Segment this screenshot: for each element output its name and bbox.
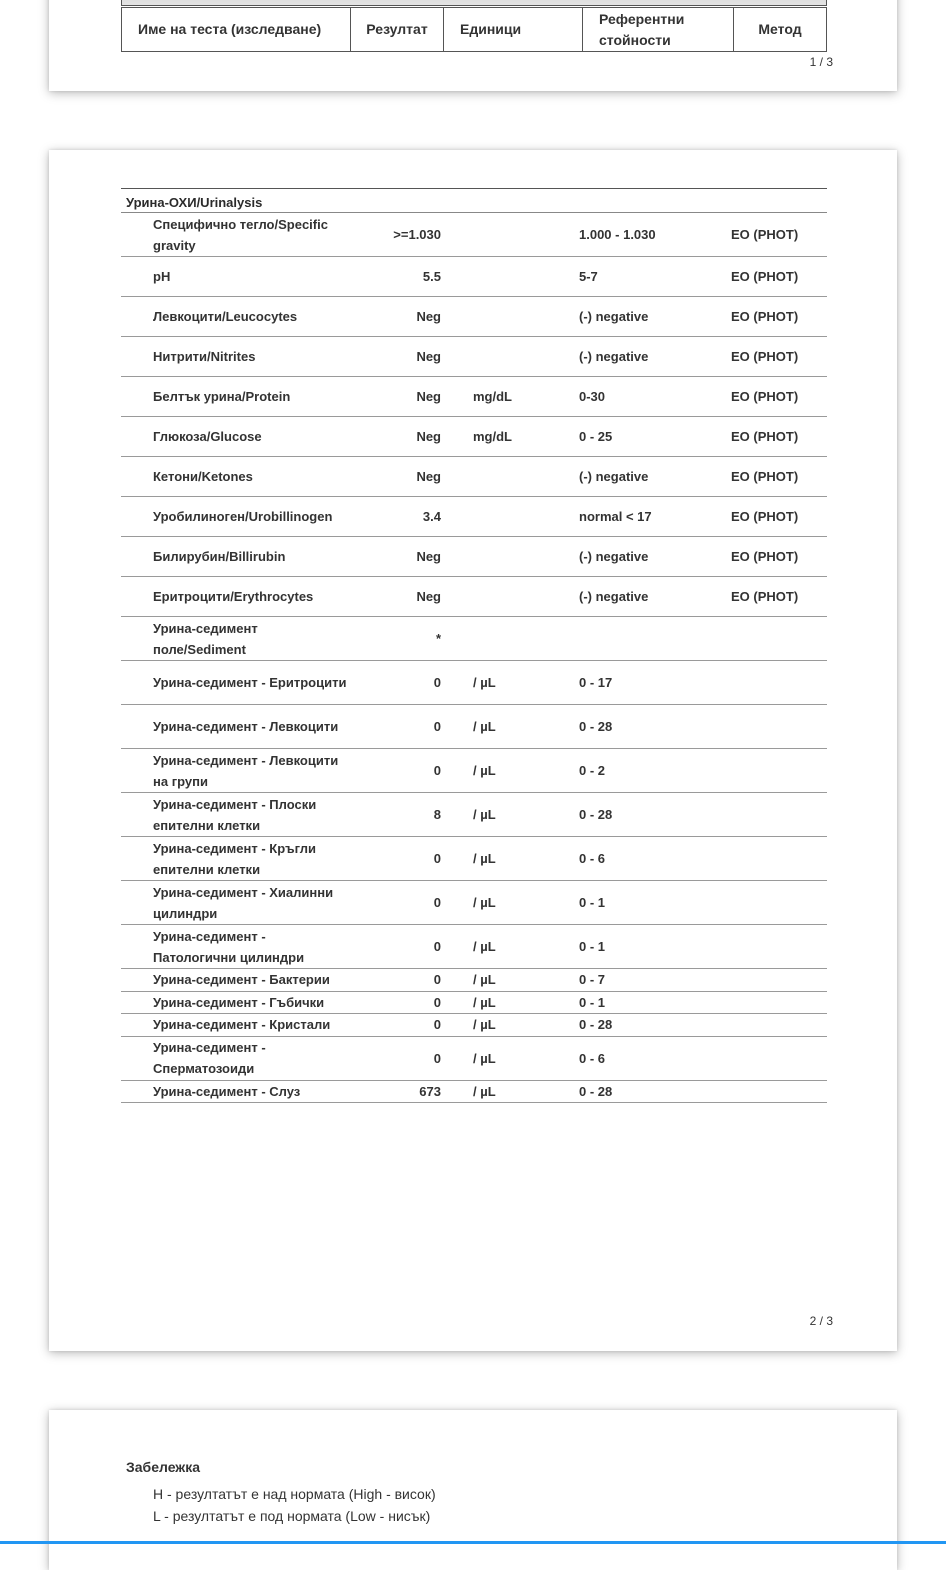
test-name-cell: Урина-седимент - Гъбички: [153, 994, 325, 1010]
table-row: [121, 537, 827, 577]
unit-cell: mg/dL: [473, 389, 512, 404]
test-name-cell: Кетони/Ketones: [153, 469, 253, 484]
result-cell: 8: [433, 807, 441, 822]
method-cell: EO (PHOT): [731, 349, 799, 364]
method-cell: EO (PHOT): [731, 309, 799, 324]
result-cell: 0: [433, 939, 441, 954]
test-name-cell: Урина-седимент - Хиалинни цилиндри: [153, 884, 334, 921]
test-name-cell: Уробилиноген/Urobillinogen: [153, 509, 333, 524]
test-name-cell: Урина-седимент - Слуз: [153, 1083, 301, 1099]
table-header-band: [121, 0, 827, 6]
reference-cell: (-) negative: [579, 469, 649, 484]
result-cell: 3.4: [422, 509, 441, 524]
table-row: [121, 749, 827, 793]
table-row: [121, 992, 827, 1015]
result-cell: Neg: [416, 389, 441, 404]
table-row: [121, 577, 827, 617]
reference-cell: 0 - 28: [579, 719, 613, 734]
unit-cell: / µL: [473, 1083, 496, 1099]
table-row: [121, 837, 827, 881]
result-cell: 5.5: [422, 269, 441, 284]
method-cell: EO (PHOT): [731, 549, 799, 564]
test-name-cell: Урина-седимент - Левкоцити на групи: [153, 752, 339, 789]
result-cell: Neg: [416, 309, 441, 324]
test-name-cell: Глюкоза/Glucose: [153, 429, 262, 444]
test-name-cell: Урина-седимент - Сперматозоиди: [153, 1040, 266, 1076]
test-name-cell: Нитрити/Nitrites: [153, 349, 256, 364]
page-number: 2 / 3: [809, 1314, 833, 1328]
result-cell: 0: [433, 719, 441, 734]
reference-cell: 0 - 17: [579, 675, 613, 690]
reference-cell: 0 - 6: [579, 851, 606, 866]
test-name-cell: Урина-седимент - Бактерии: [153, 972, 330, 988]
test-name-cell: pH: [153, 269, 171, 284]
reference-cell: (-) negative: [579, 589, 649, 604]
unit-cell: / µL: [473, 1050, 496, 1066]
table-row: [121, 1081, 827, 1104]
unit-cell: mg/dL: [473, 429, 512, 444]
test-name-cell: Белтък урина/Protein: [153, 389, 291, 404]
column-header-test-name: Име на теста (изследване): [122, 8, 351, 52]
unit-cell: / µL: [473, 719, 496, 734]
table-row: [121, 969, 827, 992]
table-row: [121, 377, 827, 417]
table-row: [121, 257, 827, 297]
reference-cell: 5-7: [579, 269, 598, 284]
result-cell: 673: [419, 1083, 441, 1099]
method-cell: EO (PHOT): [731, 389, 799, 404]
test-name-cell: Урина-седимент - Кристали: [153, 1017, 331, 1033]
unit-cell: / µL: [473, 895, 496, 910]
note-title: Забележка: [126, 1459, 201, 1475]
table-row: [121, 705, 827, 749]
reference-cell: 0 - 1: [579, 939, 606, 954]
test-name-cell: Левкоцити/Leucocytes: [153, 309, 298, 324]
reference-cell: 0 - 28: [579, 807, 613, 822]
table-row: [121, 213, 827, 257]
method-cell: EO (PHOT): [731, 509, 799, 524]
result-cell: Neg: [416, 429, 441, 444]
reference-cell: normal < 17: [579, 509, 652, 524]
test-name-cell: Урина-седимент - Кръгли епителни клетки: [153, 840, 316, 877]
result-cell: 0: [433, 895, 441, 910]
unit-cell: / µL: [473, 851, 496, 866]
table-row: [121, 297, 827, 337]
results-table-header: [121, 7, 827, 52]
page-number: 1 / 3: [809, 55, 833, 69]
test-name-cell: Еритроцити/Erythrocytes: [153, 589, 314, 604]
column-header-units: Единици: [444, 8, 583, 52]
table-row: [121, 793, 827, 837]
method-cell: EO (PHOT): [731, 429, 799, 444]
result-cell: Neg: [416, 549, 441, 564]
method-cell: EO (PHOT): [731, 269, 799, 284]
table-row: [121, 1014, 827, 1037]
table-row: [121, 925, 827, 969]
reference-cell: (-) negative: [579, 549, 649, 564]
test-name-cell: Специфично тегло/Specific gravity: [153, 216, 328, 253]
unit-cell: / µL: [473, 939, 496, 954]
table-row: [121, 661, 827, 705]
result-cell: 0: [433, 994, 441, 1010]
reference-cell: 0 - 6: [579, 1050, 606, 1066]
unit-cell: / µL: [473, 763, 496, 778]
table-row: [121, 417, 827, 457]
unit-cell: / µL: [473, 994, 496, 1010]
result-cell: >=1.030: [393, 227, 441, 242]
method-cell: EO (PHOT): [731, 469, 799, 484]
reference-cell: 0 - 7: [579, 972, 606, 988]
result-cell: 0: [433, 972, 441, 988]
note-line-low: L - резултатът е под нормата (Low - нисък): [153, 1508, 431, 1524]
table-row: [121, 1037, 827, 1081]
table-row: [121, 881, 827, 925]
result-cell: Neg: [416, 469, 441, 484]
reference-cell: 0 - 1: [579, 895, 606, 910]
table-row: [121, 497, 827, 537]
unit-cell: / µL: [473, 675, 496, 690]
column-header-result: Резултат: [351, 8, 444, 52]
result-cell: 0: [433, 675, 441, 690]
reference-cell: 0 - 2: [579, 763, 606, 778]
method-cell: EO (PHOT): [731, 227, 799, 242]
test-name-cell: Урина-седимент поле/Sediment: [153, 620, 258, 657]
section-title: Урина-ОХИ/Urinalysis: [121, 189, 827, 213]
unit-cell: / µL: [473, 972, 496, 988]
test-name-cell: Урина-седимент - Патологични цилиндри: [153, 928, 305, 965]
result-cell: 0: [433, 1050, 441, 1066]
document-page-1: [49, 0, 897, 91]
result-cell: Neg: [416, 349, 441, 364]
document-page-3: [49, 1410, 897, 1570]
table-row: [121, 457, 827, 497]
result-cell: 0: [433, 1017, 441, 1033]
reference-cell: 0 - 28: [579, 1083, 613, 1099]
column-header-method: Метод: [734, 8, 827, 52]
reference-cell: 0 - 1: [579, 994, 606, 1010]
result-cell: *: [435, 631, 441, 646]
test-name-cell: Урина-седимент - Левкоцити: [153, 719, 339, 734]
document-page-2: [49, 150, 897, 1351]
reference-cell: (-) negative: [579, 349, 649, 364]
result-cell: 0: [433, 763, 441, 778]
reference-cell: (-) negative: [579, 309, 649, 324]
reference-cell: 1.000 - 1.030: [579, 227, 656, 242]
unit-cell: / µL: [473, 807, 496, 822]
result-cell: 0: [433, 851, 441, 866]
note-line-high: H - резултатът е над нормата (High - висок): [153, 1486, 436, 1502]
test-name-cell: Урина-седимент - Плоски епителни клетки: [153, 796, 317, 833]
method-cell: EO (PHOT): [731, 589, 799, 604]
test-name-cell: Билирубин/Billirubin: [153, 549, 286, 564]
table-row: [121, 337, 827, 377]
column-header-reference: Референтни стойности: [583, 8, 734, 52]
reference-cell: 0 - 28: [579, 1017, 613, 1033]
unit-cell: / µL: [473, 1017, 496, 1033]
results-table: [121, 188, 827, 1103]
result-cell: Neg: [416, 589, 441, 604]
test-name-cell: Урина-седимент - Еритроцити: [153, 675, 347, 690]
reference-cell: 0 - 25: [579, 429, 613, 444]
reference-cell: 0-30: [579, 389, 606, 404]
table-row: [121, 617, 827, 661]
